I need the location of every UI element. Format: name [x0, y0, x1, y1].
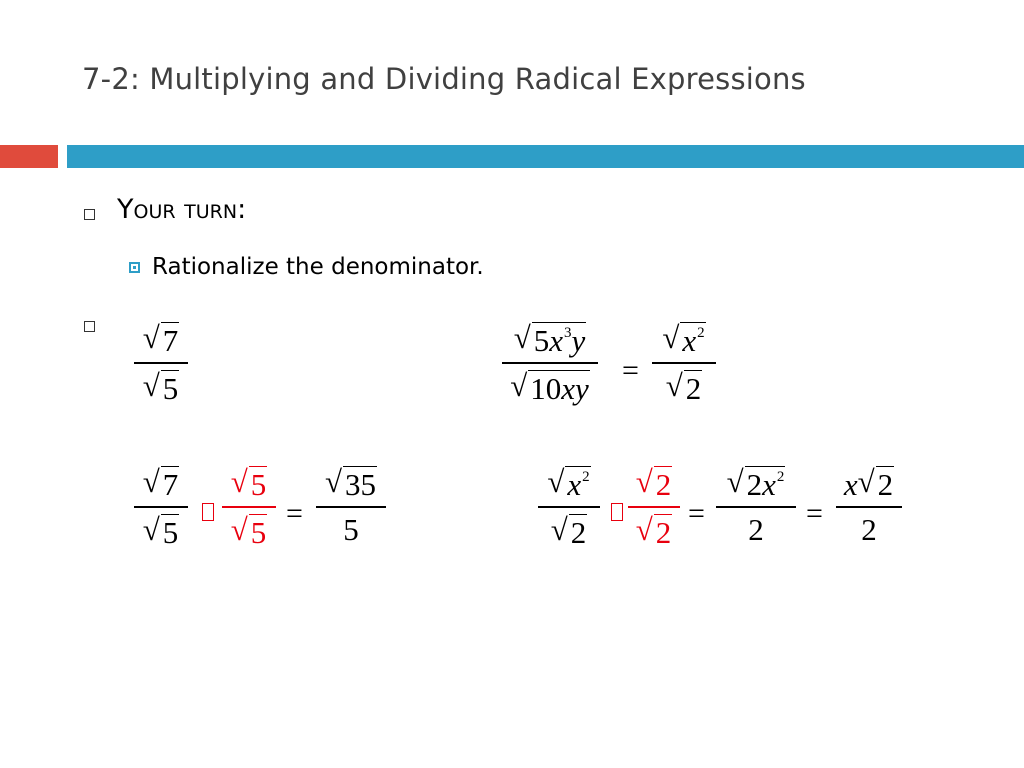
variable: x [843, 467, 858, 502]
coefficient: 5 [533, 323, 550, 358]
equals-sign: = [806, 497, 823, 530]
radicand: 5 [162, 514, 179, 550]
variable: xy [561, 370, 589, 406]
sqrt-icon: √ 5 [230, 511, 267, 550]
page-title: 7-2: Multiplying and Dividing Radical Expressions [82, 62, 806, 96]
sqrt-icon: √ 2 [635, 464, 672, 502]
sub-bullet-icon [129, 262, 140, 273]
solution-1-multiplier [222, 466, 276, 548]
denominator: 2 [748, 511, 764, 547]
equals-sign: = [286, 497, 303, 530]
solution-1-fraction [134, 466, 188, 548]
instruction-text: Rationalize the denominator. [152, 254, 484, 280]
radicand: 35 [345, 467, 376, 502]
exponent: 2 [582, 469, 590, 485]
sqrt-icon: √ 5 [230, 464, 267, 502]
solution-2-fraction [538, 466, 600, 548]
solution-2-final [836, 466, 902, 545]
sqrt-icon: √ $5x^3y$ [513, 320, 586, 358]
section-heading: Your turn: [117, 194, 247, 225]
accent-bar-blue [67, 145, 1024, 168]
solution-1-result [316, 466, 386, 545]
denominator: 2 [861, 511, 877, 547]
exponent: 2 [697, 325, 705, 341]
variable: y [571, 323, 586, 358]
variable: x [682, 323, 697, 358]
problem-2-result [652, 322, 716, 404]
multiply-icon [611, 503, 623, 521]
sqrt-icon: √ $x^2$ [547, 464, 590, 502]
radicand: 7 [162, 323, 179, 358]
multiply-icon [202, 503, 214, 521]
radicand: 2 [685, 370, 702, 406]
sqrt-icon: √ 5 [142, 511, 179, 550]
sqrt-icon: √ 5 [142, 367, 179, 406]
variable: x [549, 323, 563, 358]
radicand: 5 [162, 370, 179, 406]
coefficient: 10 [530, 370, 562, 406]
exponent: 2 [776, 469, 785, 485]
coefficient: 2 [746, 467, 763, 502]
denominator: 5 [343, 511, 359, 547]
radicand: 2 [877, 467, 894, 502]
sqrt-icon: √ 7 [142, 320, 179, 358]
radicand: 2 [655, 514, 672, 550]
sqrt-icon: √ 2 [665, 367, 702, 406]
exponent: 3 [564, 325, 572, 341]
variable: x [567, 467, 582, 502]
problem-2-fraction [502, 322, 598, 404]
sqrt-icon: √ 2 [857, 464, 894, 502]
solution-2-multiplier [628, 466, 680, 548]
sqrt-icon: √ $x^2$ [662, 320, 705, 358]
sqrt-icon: √ 2 [635, 511, 672, 550]
bullet-square-icon [84, 321, 95, 332]
radicand: 5 [250, 514, 267, 550]
radicand: 7 [162, 467, 179, 502]
radicand: 5 [250, 467, 267, 502]
sqrt-icon: √ 2 [550, 511, 587, 550]
bullet-square-icon [84, 209, 95, 220]
radicand: 2 [570, 514, 587, 550]
solution-2-middle [716, 466, 796, 545]
sqrt-icon: √ 7 [142, 464, 179, 502]
sqrt-icon: √ 10xy [510, 367, 589, 406]
sqrt-icon: √ 35 [325, 464, 376, 502]
variable: x [762, 467, 776, 502]
sqrt-icon: √ $2x^2$ [726, 464, 785, 502]
equals-sign: = [622, 354, 639, 387]
radicand: 2 [655, 467, 672, 502]
equals-sign: = [688, 497, 705, 530]
problem-1-fraction [134, 322, 188, 404]
accent-bar-red [0, 145, 58, 168]
